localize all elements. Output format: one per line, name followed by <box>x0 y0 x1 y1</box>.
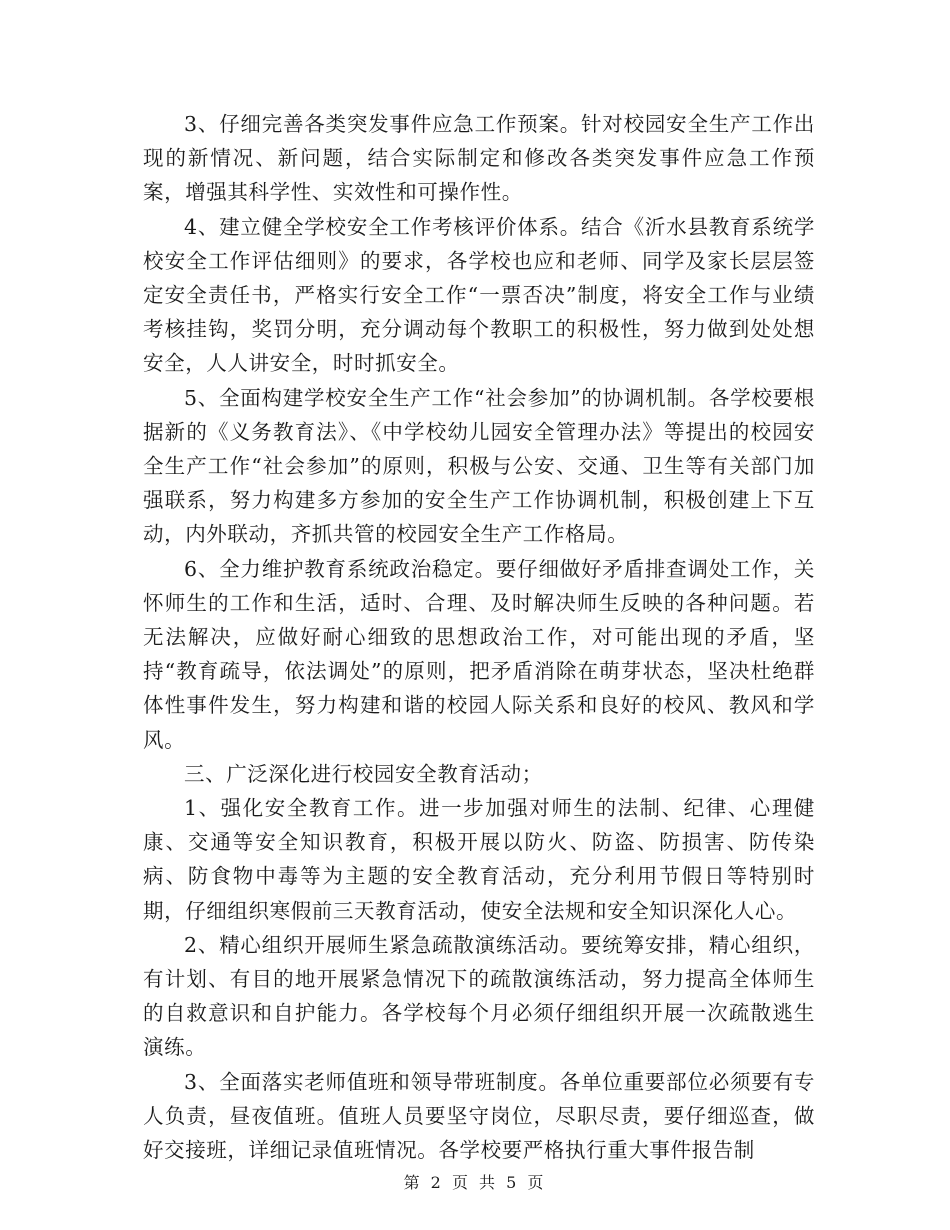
paragraph-assessment-system: 4、建立健全学校安全工作考核评价体系。结合《沂水县教育系统学校安全工作评估细则》的要求，各学校也应和老师、同学及家长层层签定安全责任书，严格实行安全工作“一票否决”制度，将安全工作与业绩考核挂钩，奖罚分明，充分调动每个教职工的积极性，努力做到处处想安全，人人讲安全，时时抓安全。 <box>143 214 815 376</box>
paragraph-strengthen-education: 1、强化安全教育工作。进一步加强对师生的法制、纪律、心理健康、交通等安全知识教育，积极开展以防火、防盗、防损害、防传染病、防食物中毒等为主题的安全教育活动，充分利用节假日等特别时期，仔细组织寒假前三天教育活动，使安全法规和安全知识深化人心。 <box>143 796 815 923</box>
paragraph-emergency-plans: 3、仔细完善各类突发事件应急工作预案。针对校园安全生产工作出现的新情况、新问题，结合实际制定和修改各类突发事件应急工作预案，增强其科学性、实效性和可操作性。 <box>143 112 815 205</box>
page-number-footer: 第 2 页 共 5 页 <box>403 1173 547 1192</box>
section-heading-safety-education: 三、广泛深化进行校园安全教育活动； <box>184 761 543 786</box>
document-body <box>143 107 815 1167</box>
paragraph-evacuation-drills: 2、精心组织开展师生紧急疏散演练活动。要统筹安排，精心组织，有计划、有目的地开展紧急情况下的疏散演练活动，努力提高全体师生的自救意识和自护能力。各学校每个月必须仔细组织开展一次疏散逃生演练。 <box>143 932 815 1060</box>
paragraph-political-stability: 6、全力维护教育系统政治稳定。要仔细做好矛盾排查调处工作，关怀师生的工作和生活，适时、合理、及时解决师生反映的各种问题。若无法解决，应做好耐心细致的思想政治工作，对可能出现的矛盾，坚持“教育疏导，依法调处”的原则，把矛盾消除在萌芽状态，坚决杜绝群体性事件发生，努力构建和谐的校园人际关系和良好的校风、教风和学风。 <box>143 556 815 752</box>
paragraph-social-participation: 5、全面构建学校安全生产工作“社会参加”的协调机制。各学校要根据新的《义务教育法》、《中学校幼儿园安全管理办法》等提出的校园安全生产工作“社会参加”的原则，积极与公安、交通、卫生等有关部门加强联系，努力构建多方参加的安全生产工作协调机制，积极创建上下互动，内外联动，齐抓共管的校园安全生产工作格局。 <box>143 385 815 547</box>
paragraph-duty-system: 3、全面落实老师值班和领导带班制度。各单位重要部位必须要有专人负责，昼夜值班。值班人员要坚守岗位，尽职尽责，要仔细巡查，做好交接班，详细记录值班情况。各学校要严格执行重大事件报告制 <box>143 1069 815 1163</box>
